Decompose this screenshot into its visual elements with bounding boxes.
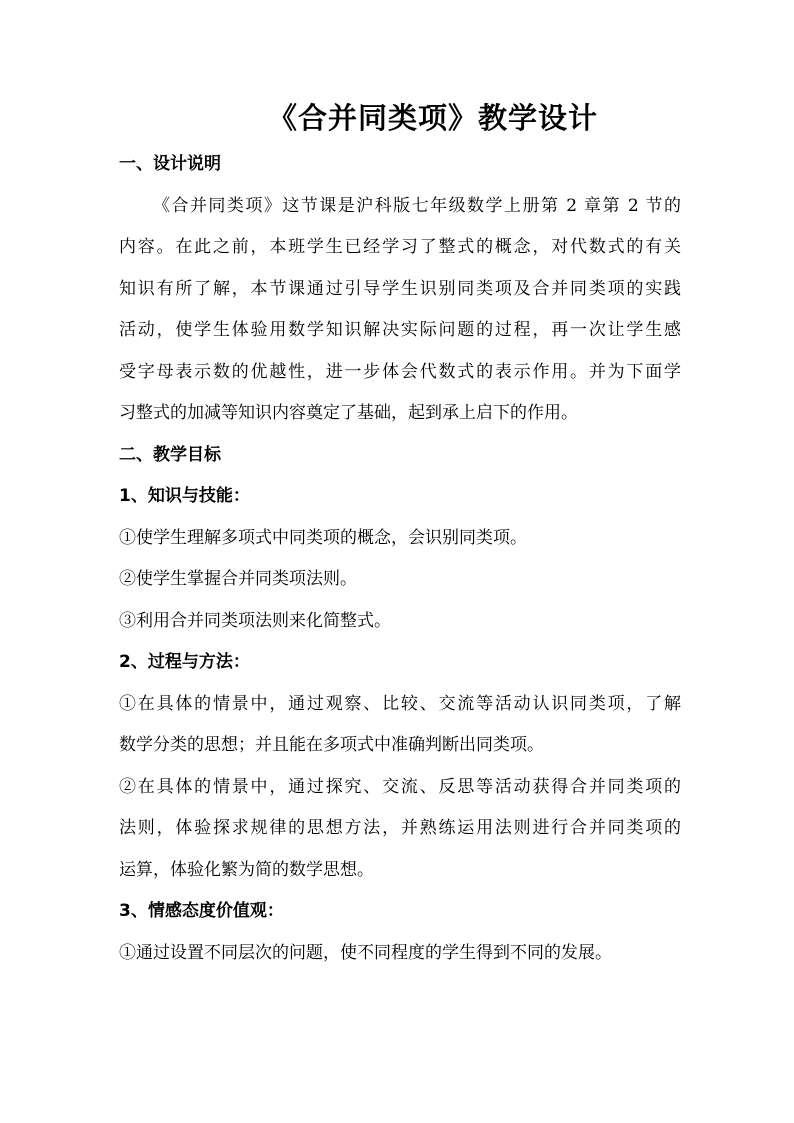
body-text-line: 受字母表示数的优越性，进一步体会代数式的表示作用。并为下面学 <box>119 361 681 382</box>
body-text-line: 活动，使学生体验用数学知识解决实际问题的过程，再一次让学生感 <box>119 320 681 340</box>
section-heading: 3、情感态度价值观： <box>119 901 284 921</box>
body-text-line: ②使学生掌握合并同类项法则。 <box>119 569 357 589</box>
section-heading: 2、过程与方法： <box>119 652 250 672</box>
section-heading: 一、设计说明 <box>119 154 221 174</box>
body-text-line: ①通过设置不同层次的问题，使不同程度的学生得到不同的发展。 <box>119 942 612 963</box>
document-title: 《合并同类项》教学设计 <box>267 101 598 135</box>
body-text-line: ③利用合并同类项法则来化简整式。 <box>119 610 391 631</box>
body-text-line: 知识有所了解，本节课通过引导学生识别同类项及合并同类项的实践 <box>119 278 681 299</box>
section-heading: 1、知识与技能： <box>119 486 250 506</box>
body-text-line: 数学分类的思想；并且能在多项式中准确判断出同类项。 <box>119 735 544 755</box>
section-heading: 二、教学目标 <box>119 444 221 465</box>
body-text-line: 运算，体验化繁为简的数学思想。 <box>119 859 374 880</box>
body-text-line: ①使学生理解多项式中同类项的概念，会识别同类项。 <box>119 527 527 548</box>
body-text-line: 法则，体验探求规律的思想方法，并熟练运用法则进行合并同类项的 <box>119 818 681 838</box>
body-text-line: ①在具体的情景中，通过观察、比较、交流等活动认识同类项，了解 <box>119 693 681 714</box>
document-body <box>119 144 681 974</box>
body-text-line: 习整式的加减等知识内容奠定了基础，起到承上启下的作用。 <box>119 403 578 423</box>
body-text-line: 内容。在此之前，本班学生已经学习了整式的概念，对代数式的有关 <box>119 237 681 257</box>
body-text-line: ②在具体的情景中，通过探究、交流、反思等活动获得合并同类项的 <box>119 776 681 797</box>
body-text-line: 《合并同类项》这节课是沪科版七年级数学上册第 2 章第 2 节的 <box>153 195 681 216</box>
